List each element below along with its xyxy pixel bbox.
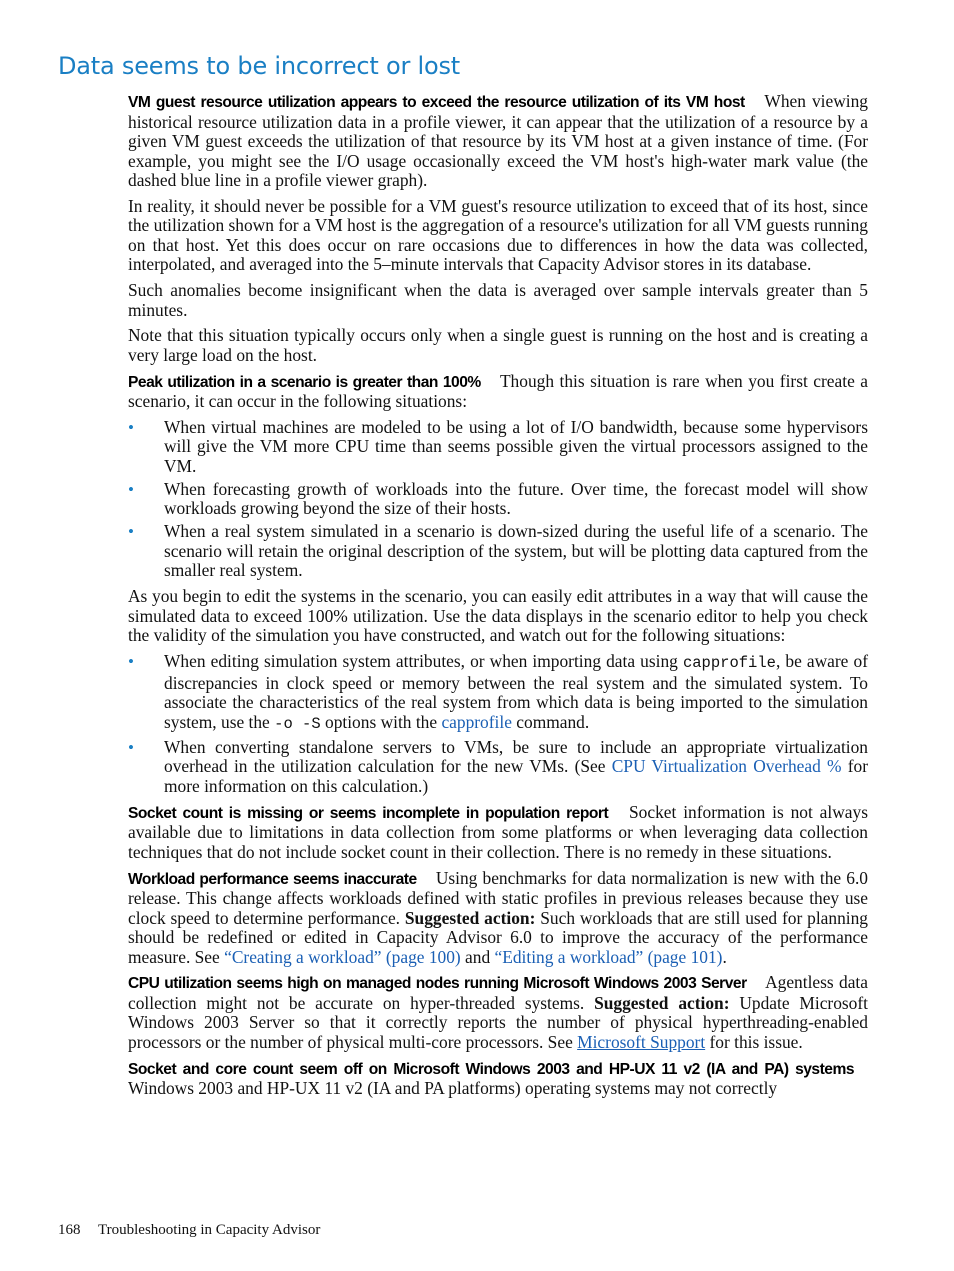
page-footer: [58, 1222, 320, 1239]
list-item-text: When virtual machines are modeled to be using a lot of I/O bandwidth, because some hypervisors will give the VM more CPU time than seems possible given the virtual processors assigned to the VM.: [164, 416, 868, 476]
paragraph-text: Windows 2003 and HP-UX 11 v2 (IA and PA platforms) operating systems may not correctly: [128, 1078, 778, 1099]
list-item-text: When a real system simulated in a scenario is down-sized during the useful life of a scenario. The scenario will retain the original description of the system, but will be plotting data captured from the smaller real system.: [164, 521, 868, 581]
suggested-action-label: Suggested action:: [404, 907, 536, 928]
chapter-title: Troubleshooting in Capacity Advisor: [97, 1222, 321, 1238]
paragraph-text: Socket information is not always available due to limitations in data collection from some platforms or when leveraging data collection techniques that do not include socket count in their collection. There is no remedy in these situations.: [128, 801, 868, 862]
list-item-text: options with the: [320, 711, 442, 732]
capprofile-link[interactable]: capprofile: [441, 711, 512, 732]
paragraph-text: Using benchmarks for data normalization is new with the 6.0 release. This change affects workloads defined with static profiles in previous releases because they use clock speed to determine performance.: [128, 867, 868, 928]
list-item: [128, 738, 868, 797]
editing-workload-link[interactable]: “Editing a workload” (page 101): [494, 946, 723, 967]
paragraph-text: for this issue.: [705, 1031, 803, 1052]
bullet-list: [128, 652, 868, 796]
paragraph-text: Agentless data collection might not be accurate on hyper-threaded systems.: [128, 972, 868, 1013]
list-item-text: , be aware of discrepancies in clock speed or memory between the real system and the simulated system. To associate the characteristics of the real system from which data is being imported to the simulation system, use the: [164, 651, 868, 732]
page-number: 168: [58, 1222, 81, 1238]
paragraph-cpu-utilization: [128, 973, 868, 1052]
paragraph-text: Such workloads that are still used for planning should be redefined or edited in Capacity Advisor 6.0 to improve the accuracy of the performance measure. See: [128, 907, 868, 967]
paragraph: In reality, it should never be possible for a VM guest's resource utilization to exceed that of its host, since the utilization shown for a VM host is the aggregation of a resource's utilization for all VM guests running on that host. Yet this does occur on rare occasions due to differences in how the data was collected, interpolated, and averaged into the 5–minute intervals that Capacity Advisor stores in its database.: [128, 195, 868, 275]
run-in-heading: Peak utilization in a scenario is greater than 100%: [128, 373, 481, 391]
run-in-heading: Workload performance seems inaccurate: [128, 870, 417, 888]
paragraph-socket-core-count: [128, 1059, 868, 1099]
paragraph-peak-utilization: [128, 372, 868, 412]
list-item-text: for more information on this calculation.): [164, 756, 868, 796]
run-in-heading: VM guest resource utilization appears to exceed the resource utilization of its VM host: [128, 94, 745, 111]
bullet-icon: •: [128, 652, 134, 672]
code-options: -o -S: [274, 714, 321, 733]
list-item-text: command.: [511, 711, 590, 732]
paragraph-text: .: [722, 946, 727, 967]
paragraph: As you begin to edit the systems in the scenario, you can easily edit attributes in a way that will cause the simulated data to exceed 100% utilization. Use the data displays in the scenario editor to help you check the validity of the simulation you have constructed, and watch out for the following situations:: [128, 586, 868, 646]
list-item-text: When editing simulation system attributes, or when importing data using: [164, 651, 683, 672]
creating-workload-link[interactable]: “Creating a workload” (page 100): [224, 946, 461, 967]
list-item: [128, 652, 868, 734]
section-body: [128, 92, 868, 1105]
list-item-text: When converting standalone servers to VMs, be sure to include an appropriate virtualization overhead in the utilization calculation for the new VMs. (See: [164, 736, 868, 777]
section-title: Data seems to be incorrect or lost: [58, 52, 461, 80]
run-in-heading: Socket count is missing or seems incomplete in population report: [128, 804, 609, 822]
bullet-icon: •: [128, 522, 134, 542]
run-in-heading: CPU utilization seems high on managed nodes running Microsoft Windows 2003 Server: [128, 975, 747, 993]
bullet-icon: •: [128, 737, 134, 757]
run-in-heading: Socket and core count seem off on Microsoft Windows 2003 and HP-UX 11 v2 (IA and PA) systems: [128, 1060, 854, 1078]
list-item: [128, 522, 868, 581]
bullet-icon: •: [128, 479, 134, 499]
paragraph-text: Update Microsoft Windows 2003 Server so that it correctly reports the number of physical hyperthreading-enabled processors or the number of physical multi-core processors. See: [128, 992, 868, 1052]
paragraph: Note that this situation typically occurs only when a single guest is running on the host and is creating a very large load on the host.: [128, 325, 868, 365]
code-capprofile: capprofile: [682, 654, 776, 673]
paragraph-text: When viewing historical resource utilization data in a profile viewer, it can appear that the utilization of a resource by a given VM guest exceeds the utilization of that resource by its VM host at a given instance of time. (For example, you might see the I/O usage occasionally exceed the VM host's high-water mark value (the dashed blue line in a profile viewer graph).: [128, 91, 868, 190]
paragraph-text: and: [460, 946, 495, 967]
list-item-text: When forecasting growth of workloads into the future. Over time, the forecast model will show workloads growing beyond the size of their hosts.: [164, 478, 868, 519]
bullet-icon: •: [128, 417, 134, 437]
suggested-action-label: Suggested action:: [594, 992, 730, 1013]
paragraph-vm-guest-utilization: [128, 92, 868, 191]
bullet-list: [128, 418, 868, 581]
paragraph-text: Though this situation is rare when you first create a scenario, it can occur in the following situations:: [128, 370, 868, 412]
list-item: [128, 480, 868, 519]
paragraph: Such anomalies become insignificant when the data is averaged over sample intervals greater than 5 minutes.: [128, 280, 868, 320]
paragraph-socket-count: [128, 803, 868, 863]
cpu-virtualization-overhead-link[interactable]: CPU Virtualization Overhead %: [611, 756, 842, 777]
paragraph-workload-performance: [128, 869, 868, 968]
list-item: [128, 418, 868, 477]
microsoft-support-link[interactable]: Microsoft Support: [577, 1031, 706, 1052]
